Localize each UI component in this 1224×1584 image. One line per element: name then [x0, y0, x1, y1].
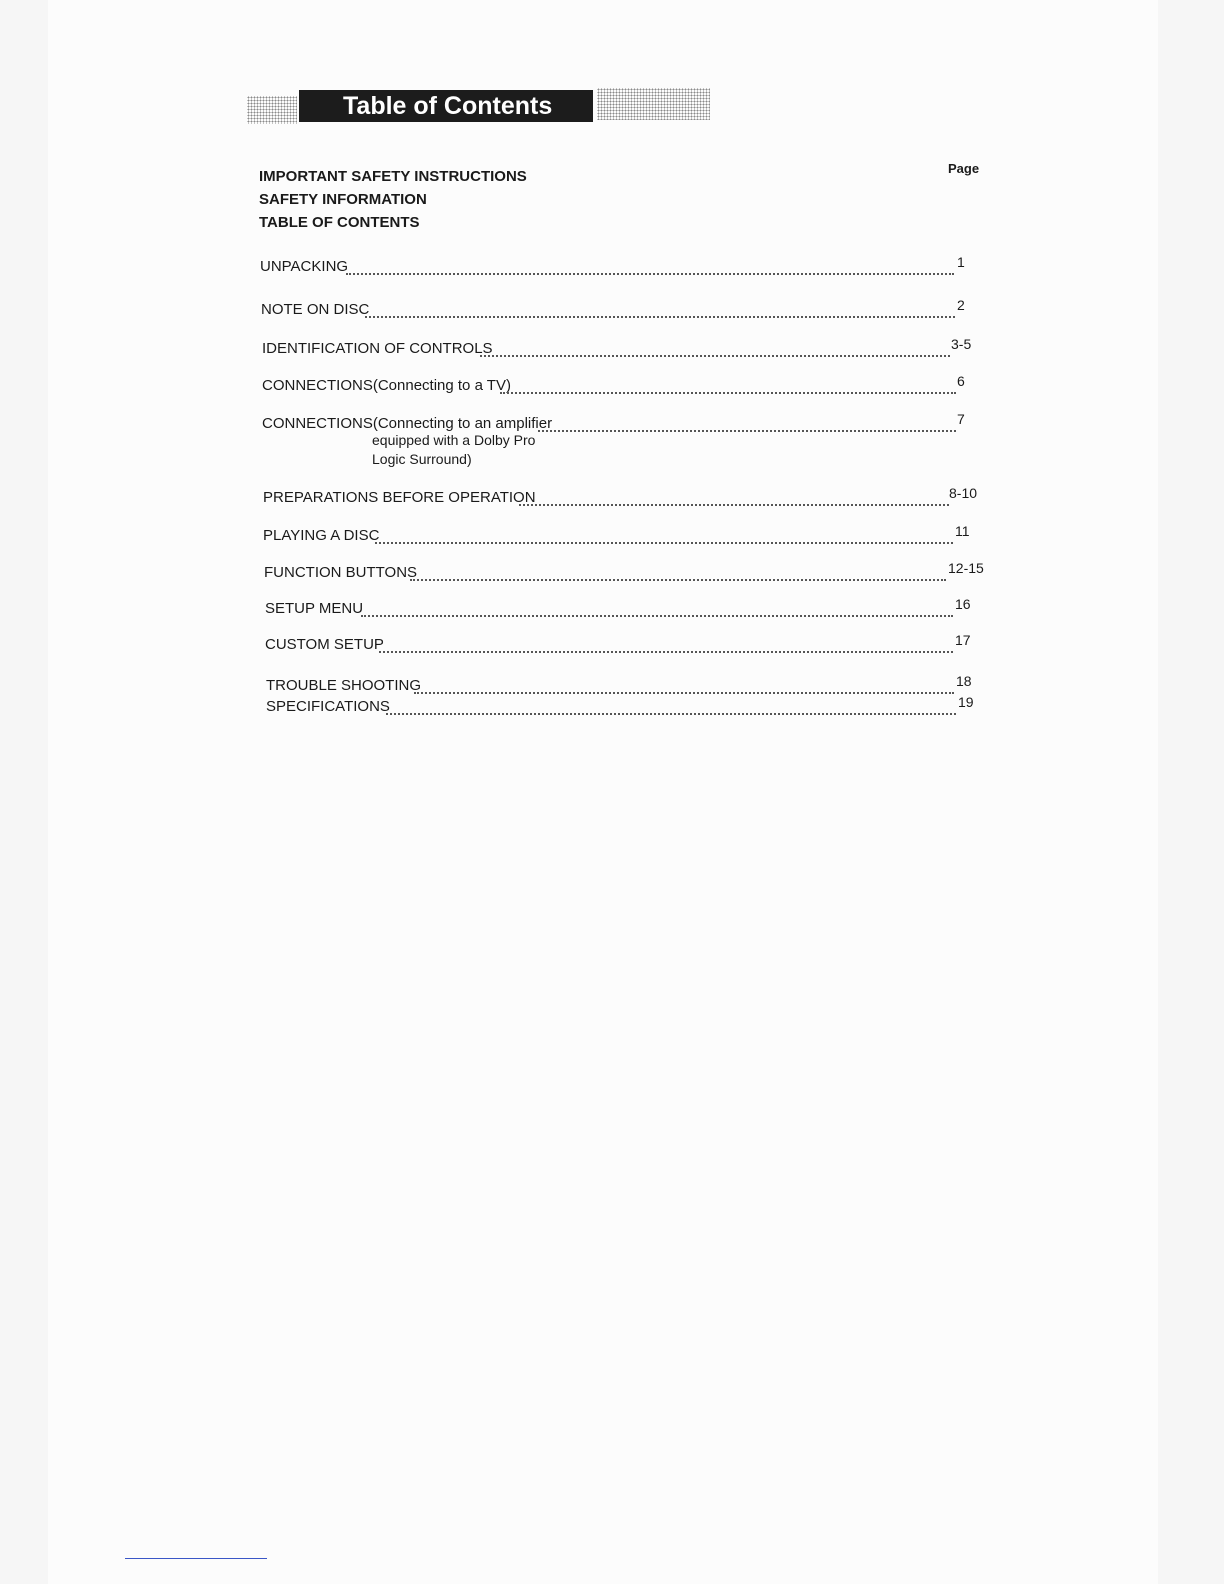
title-bar — [299, 90, 593, 122]
toc-header — [247, 88, 710, 124]
toc-entry — [264, 560, 984, 584]
toc-entry — [262, 411, 982, 435]
toc-entry — [263, 485, 983, 509]
toc-entry-page: 6 — [957, 373, 965, 389]
toc-entry-page: 18 — [956, 673, 972, 689]
dot-leader — [365, 314, 955, 318]
document-page — [48, 0, 1158, 1584]
dot-leader — [519, 502, 949, 506]
dot-leader — [386, 711, 956, 715]
dot-leader — [375, 540, 953, 544]
intro-item: IMPORTANT SAFETY INSTRUCTIONS — [259, 168, 527, 185]
toc-entry — [266, 694, 986, 718]
toc-entry — [265, 632, 985, 656]
page-title: Table of Contents — [343, 92, 553, 120]
toc-entry — [262, 336, 982, 360]
toc-entry-label: NOTE ON DISC — [261, 301, 370, 318]
intro-item: SAFETY INFORMATION — [259, 191, 427, 208]
toc-entry-continuation: Logic Surround) — [372, 451, 472, 467]
toc-entry — [260, 254, 980, 278]
page-column-label: Page — [948, 161, 980, 176]
dot-leader — [538, 428, 956, 432]
toc-entry-page: 1 — [957, 254, 965, 270]
toc-entry-label: SPECIFICATIONS — [266, 698, 390, 715]
toc-entry-label: CONNECTIONS(Connecting to an amplifier — [262, 415, 553, 432]
toc-entry-label: CONNECTIONS(Connecting to a TV) — [262, 377, 511, 394]
toc-entry-page: 2 — [957, 297, 965, 313]
toc-entry-page: 8-10 — [949, 485, 978, 501]
toc-entry-label: PLAYING A DISC — [263, 527, 380, 544]
header-dot-pattern-left — [247, 96, 297, 124]
toc-entry — [261, 297, 981, 321]
toc-entry-label: PREPARATIONS BEFORE OPERATION — [263, 489, 536, 506]
toc-entry — [263, 523, 983, 547]
dot-leader — [379, 649, 953, 653]
dot-leader — [414, 690, 954, 694]
footer-rule — [125, 1558, 267, 1559]
toc-entry-continuation: equipped with a Dolby Pro — [372, 432, 536, 448]
toc-entry — [265, 596, 985, 620]
toc-entry-label: TROUBLE SHOOTING — [266, 677, 422, 694]
dot-leader — [500, 390, 956, 394]
toc-entry-page: 11 — [955, 523, 970, 539]
toc-entry-label: SETUP MENU — [265, 600, 364, 617]
toc-entry-label: CUSTOM SETUP — [265, 636, 384, 653]
toc-entry — [266, 673, 986, 697]
toc-entry-page: 17 — [955, 632, 971, 648]
dot-leader — [410, 577, 946, 581]
toc-entry-label: IDENTIFICATION OF CONTROLS — [262, 340, 493, 357]
toc-entry — [262, 373, 982, 397]
toc-entry-page: 7 — [957, 411, 965, 427]
toc-entry-label: FUNCTION BUTTONS — [264, 564, 418, 581]
toc-entry-label: UNPACKING — [260, 258, 349, 275]
dot-leader — [361, 613, 953, 617]
toc-entry-page: 16 — [955, 596, 971, 612]
dot-leader — [480, 353, 950, 357]
intro-item: TABLE OF CONTENTS — [259, 214, 420, 231]
toc-entry-page: 3-5 — [951, 336, 972, 352]
header-dot-pattern-right — [597, 88, 710, 120]
dot-leader — [346, 271, 954, 275]
toc-entry-page: 19 — [958, 694, 974, 710]
toc-entry-page: 12-15 — [948, 560, 984, 576]
